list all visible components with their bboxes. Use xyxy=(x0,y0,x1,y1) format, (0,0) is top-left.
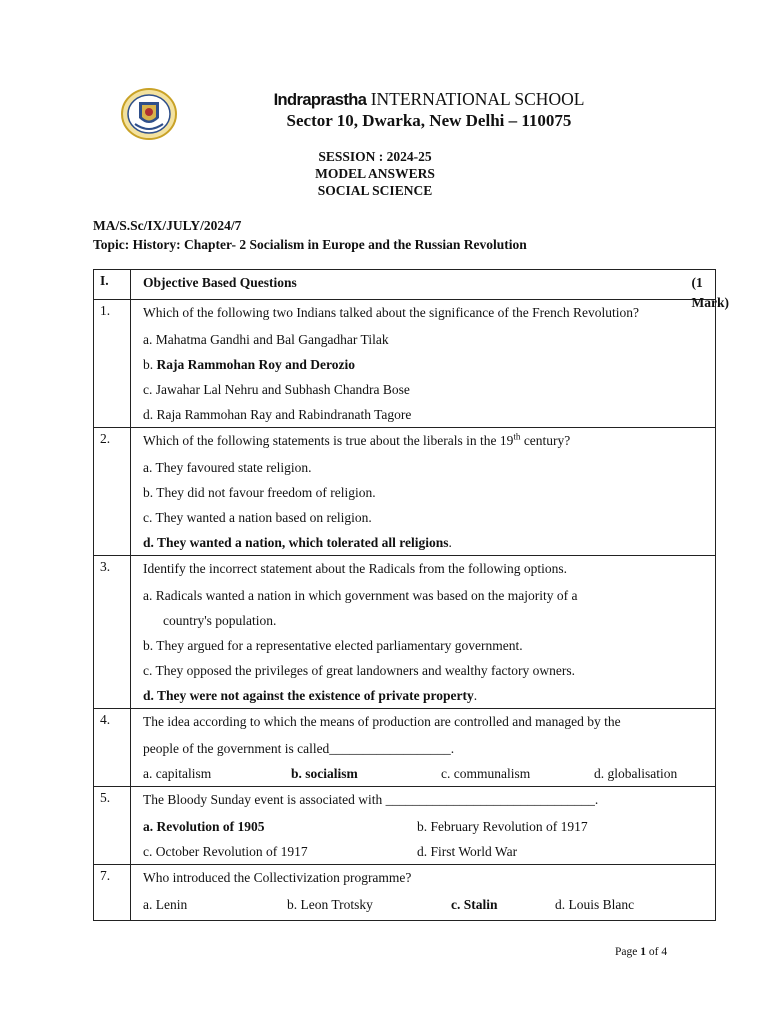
session-block xyxy=(300,148,450,199)
school-name-rest: INTERNATIONAL SCHOOL xyxy=(370,89,585,109)
option-d-end: . xyxy=(448,535,452,550)
option-b: b. February Revolution of 1917 xyxy=(417,819,588,834)
question-text: Identify the incorrect statement about the Radicals from the following options. xyxy=(143,561,568,576)
question-number: 1. xyxy=(94,300,131,428)
option-d xyxy=(143,530,709,555)
option-c: c. They wanted a nation based on religion. xyxy=(143,510,372,525)
section-marks: (1 Mark) xyxy=(691,275,729,310)
question-row xyxy=(94,300,716,428)
table-header-row xyxy=(94,270,716,300)
question-text-pre: Which of the following statements is true about the liberals in the 19 xyxy=(143,433,514,448)
option-a-continued: country's population. xyxy=(163,613,277,628)
option-d: d. First World War xyxy=(417,844,518,859)
option-a: a. Lenin xyxy=(143,897,188,912)
question-number: 7. xyxy=(94,865,131,921)
question-text-continued: people of the government is called__________________. xyxy=(143,741,455,756)
option-a: a. Mahatma Gandhi and Bal Gangadhar Tilak xyxy=(143,332,389,347)
option-a: a. Radicals wanted a nation in which government was based on the majority of a xyxy=(143,588,578,603)
options-row xyxy=(143,814,709,839)
question-row xyxy=(94,556,716,709)
questions-table xyxy=(93,269,729,921)
option-c: c. communalism xyxy=(441,766,531,781)
option-c: c. October Revolution of 1917 xyxy=(143,844,308,859)
option-d-end: . xyxy=(473,688,478,703)
section-number: I. xyxy=(94,270,131,300)
session-label: SESSION : 2024-25 xyxy=(318,149,432,164)
page-total: of 4 xyxy=(648,946,668,958)
option-b: b. They argued for a representative elected parliamentary government. xyxy=(143,638,523,653)
page-footer xyxy=(615,946,667,958)
option-b: b. They did not favour freedom of religion. xyxy=(143,485,376,500)
question-text: Which of the following two Indians talked about the significance of the French Revolution? xyxy=(143,305,639,320)
question-text-post: century? xyxy=(520,433,571,448)
doc-code: MA/S.Sc/IX/JULY/2024/7 xyxy=(93,218,242,233)
question-row xyxy=(94,865,716,921)
correct-answer: d. They wanted a nation, which tolerated all religions xyxy=(143,535,449,550)
question-number: 3. xyxy=(94,556,131,709)
school-brand: Indraprastha xyxy=(273,91,367,109)
doc-type: MODEL ANSWERS xyxy=(315,166,435,181)
question-row xyxy=(94,428,716,556)
question-row xyxy=(94,787,716,865)
option-d xyxy=(143,683,709,708)
correct-answer: b. socialism xyxy=(291,766,358,781)
correct-answer: a. Revolution of 1905 xyxy=(143,819,265,834)
option-d: d. Raja Rammohan Ray and Rabindranath Tagore xyxy=(143,407,412,422)
option-d: d. Louis Blanc xyxy=(555,897,635,912)
topic-line: Topic: History: Chapter- 2 Socialism in Europe and the Russian Revolution xyxy=(93,237,527,252)
school-address: Sector 10, Dwarka, New Delhi – 110075 xyxy=(286,111,572,130)
correct-answer: Raja Rammohan Roy and Derozio xyxy=(156,357,355,372)
question-text: The Bloody Sunday event is associated with _______________________________. xyxy=(143,792,599,807)
option-b xyxy=(143,352,709,377)
options-row xyxy=(143,839,709,864)
subject-label: SOCIAL SCIENCE xyxy=(317,183,433,198)
option-c: c. Jawahar Lal Nehru and Subhash Chandra Bose xyxy=(143,382,410,397)
question-number: 5. xyxy=(94,787,131,865)
question-text: Who introduced the Collectivization programme? xyxy=(143,870,412,885)
option-a: a. They favoured state religion. xyxy=(143,460,312,475)
options-row xyxy=(143,761,709,786)
correct-answer: d. They were not against the existence of private property xyxy=(143,688,474,703)
doc-meta xyxy=(93,216,527,254)
question-text: The idea according to which the means of production are controlled and managed by the xyxy=(143,714,621,729)
question-text xyxy=(143,431,709,455)
question-row xyxy=(94,709,716,787)
question-number: 4. xyxy=(94,709,131,787)
option-c: c. They opposed the privileges of great landowners and wealthy factory owners. xyxy=(143,663,575,678)
option-a: a. capitalism xyxy=(143,766,212,781)
option-b-prefix: b. xyxy=(143,357,157,372)
correct-answer: c. Stalin xyxy=(451,897,498,912)
question-text-sup: th xyxy=(513,431,521,442)
options-row xyxy=(143,892,709,920)
page-label: Page xyxy=(615,946,638,958)
question-number: 2. xyxy=(94,428,131,556)
section-title-line xyxy=(143,273,729,310)
option-d: d. globalisation xyxy=(594,766,678,781)
option-b: b. Leon Trotsky xyxy=(287,897,373,912)
section-title: Objective Based Questions xyxy=(143,275,297,290)
school-name xyxy=(0,89,768,110)
page-number: 1 xyxy=(640,946,646,958)
